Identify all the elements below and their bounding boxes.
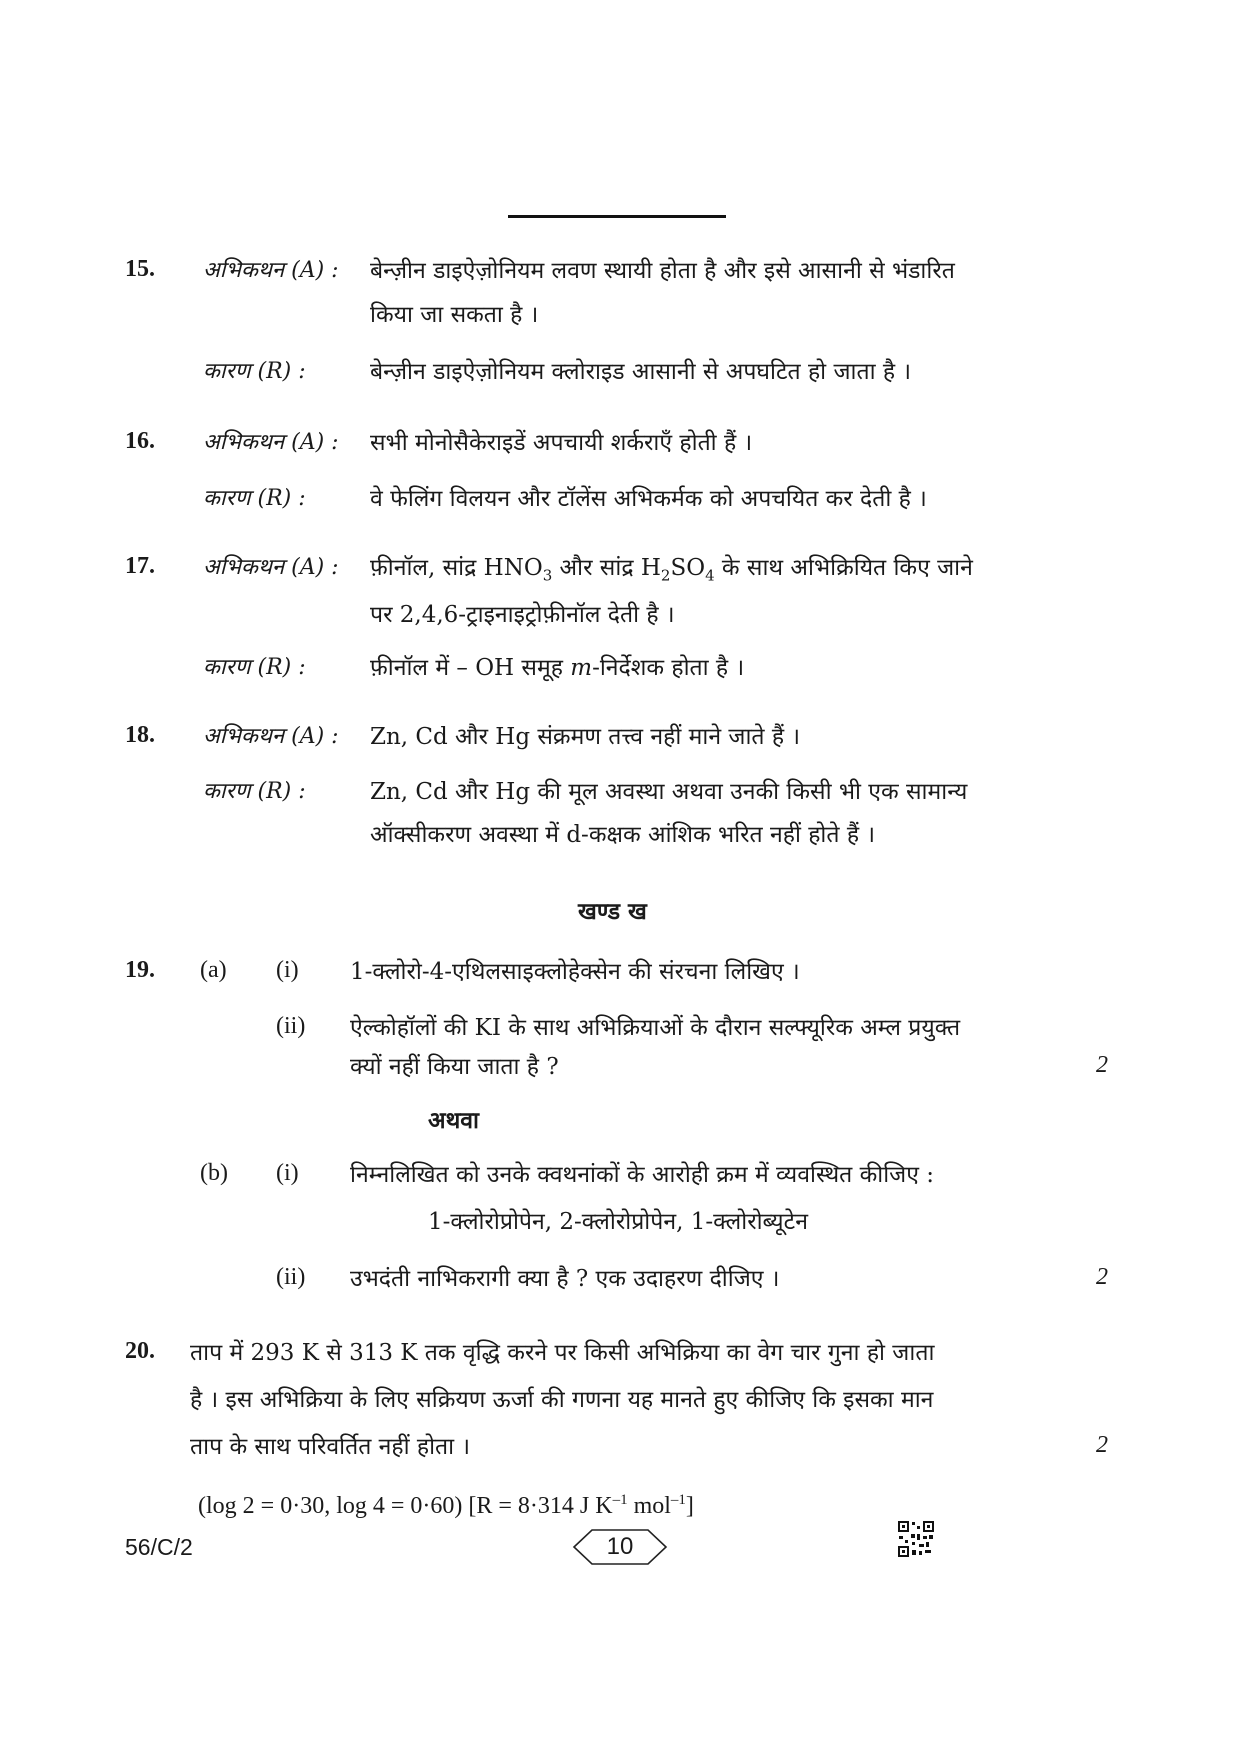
q19-b-i-compounds: 1-क्लोरोप्रोपेन, 2-क्लोरोप्रोपेन, 1-क्लोरोब्यूटेन: [428, 1209, 808, 1235]
top-divider: [508, 215, 726, 218]
q20-marks: 2: [1096, 1432, 1108, 1458]
q19-b-ii-label: (ii): [276, 1264, 306, 1290]
q18-reason-line2: ऑक्सीकरण अवस्था में d-कक्षक आंशिक भरित नहीं होते हैं ।: [370, 822, 876, 848]
q18-reason-label: कारण (R) :: [203, 779, 306, 804]
question-16-number: 16.: [125, 428, 155, 454]
q16-reason-label: कारण (R) :: [203, 486, 306, 511]
question-20-number: 20.: [125, 1338, 155, 1364]
q19-b-i-label: (i): [276, 1160, 299, 1186]
q18-assertion-label: अभिकथन (A) :: [203, 724, 339, 749]
q19-a-ii-line1: ऐल्कोहॉलों की KI के साथ अभिक्रियाओं के दौरान सल्फ्यूरिक अम्ल प्रयुक्त: [350, 1015, 961, 1041]
q19-part-b-label: (b): [200, 1160, 228, 1186]
q15-assertion-line1: बेन्ज़ीन डाइऐज़ोनियम लवण स्थायी होता है और इसे आसानी से भंडारित: [370, 258, 955, 284]
q15-assertion-label: अभिकथन (A) :: [203, 258, 339, 283]
q20-line3: ताप के साथ परिवर्तित नहीं होता ।: [190, 1434, 471, 1460]
section-heading: खण्ड ख: [578, 898, 647, 925]
q18-assertion-text: Zn, Cd और Hg संक्रमण तत्त्व नहीं माने जाते हैं ।: [370, 724, 801, 750]
q19-a-i-label: (i): [276, 957, 299, 983]
q19-a-ii-line2: क्यों नहीं किया जाता है ?: [350, 1054, 559, 1080]
q18-reason-line1: Zn, Cd और Hg की मूल अवस्था अथवा उनकी किसी भी एक सामान्य: [370, 779, 968, 805]
q17-reason-text: फ़ीनॉल में – OH समूह m-निर्देशक होता है ।: [370, 655, 745, 681]
question-15-number: 15.: [125, 256, 155, 282]
q19-a-marks: 2: [1096, 1052, 1108, 1078]
q16-reason-text: वे फेलिंग विलयन और टॉलेंस अभिकर्मक को अपचयित कर देती है ।: [370, 486, 927, 512]
q19-b-ii-text: उभदंती नाभिकरागी क्या है ? एक उदाहरण दीजिए ।: [350, 1266, 780, 1292]
q19-a-ii-label: (ii): [276, 1013, 306, 1039]
q16-assertion-text: सभी मोनोसैकेराइडें अपचायी शर्कराएँ होती हैं ।: [370, 430, 753, 456]
q15-assertion-line2: किया जा सकता है ।: [370, 302, 539, 328]
q20-line2: है । इस अभिक्रिया के लिए सक्रियण ऊर्जा की गणना यह मानते हुए कीजिए कि इसका मान: [190, 1387, 934, 1413]
q19-a-i-text: 1-क्लोरो-4-एथिलसाइक्लोहेक्सेन की संरचना लिखिए ।: [350, 959, 800, 985]
q20-given-values: (log 2 = 0·30, log 4 = 0·60) [R = 8·314 J $K^{-1}$ mol$^{-1}$]: [198, 1492, 694, 1519]
page-number: 10: [606, 1533, 634, 1560]
q15-reason-text: बेन्ज़ीन डाइऐज़ोनियम क्लोराइड आसानी से अपघटित हो जाता है ।: [370, 359, 912, 385]
qr-code-icon: [897, 1520, 935, 1558]
question-19-number: 19.: [125, 957, 155, 983]
q16-assertion-label: अभिकथन (A) :: [203, 430, 339, 455]
q19-or-label: अथवा: [428, 1107, 480, 1134]
paper-code: 56/C/2: [125, 1534, 193, 1560]
q17-assertion-label: अभिकथन (A) :: [203, 555, 339, 580]
question-17-number: 17.: [125, 553, 155, 579]
q17-assertion-line1: फ़ीनॉल, सांद्र $HNO_3$ और सांद्र $H_2SO_4$ के साथ अभिक्रियित किए जाने: [370, 555, 973, 585]
q17-assertion-line2: पर 2,4,6-ट्राइनाइट्रोफ़ीनॉल देती है ।: [370, 602, 675, 628]
q19-part-a-label: (a): [200, 957, 227, 983]
q19-b-i-text: निम्नलिखित को उनके क्वथनांकों के आरोही क्रम में व्यवस्थित कीजिए :: [350, 1162, 935, 1188]
q20-line1: ताप में 293 K से 313 K तक वृद्धि करने पर किसी अभिक्रिया का वेग चार गुना हो जाता: [190, 1340, 935, 1366]
q19-b-marks: 2: [1096, 1264, 1108, 1290]
question-18-number: 18.: [125, 722, 155, 748]
q17-reason-label: कारण (R) :: [203, 655, 306, 680]
q15-reason-label: कारण (R) :: [203, 359, 306, 384]
